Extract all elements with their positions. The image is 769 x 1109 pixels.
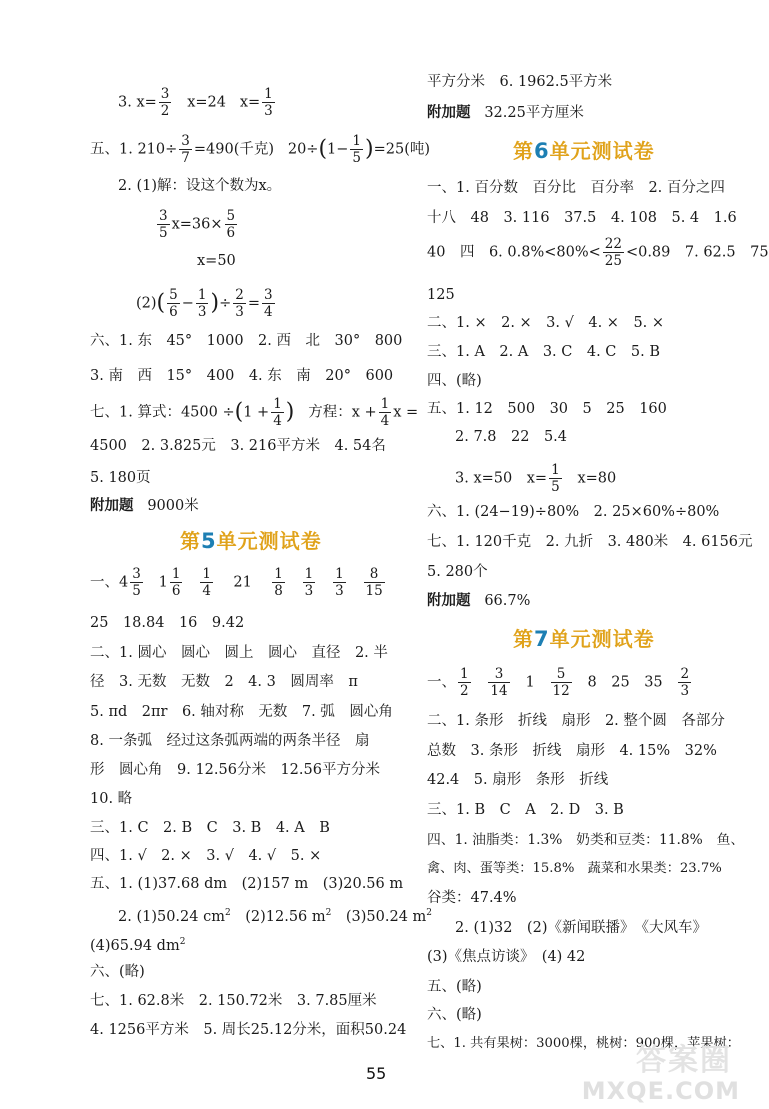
answer-line: 2. (1)解：设这个数为x。	[118, 178, 282, 194]
heading-number: 5	[201, 529, 217, 553]
answer-line	[118, 86, 277, 119]
answer-line: 8. 一条弧 经过这条弧两端的两条半径 扇	[90, 733, 370, 749]
fraction	[196, 287, 209, 320]
denominator: 4	[273, 413, 282, 429]
answer-line: 五、1. (1)37.68 dm (2)157 m (3)20.56 m	[90, 876, 404, 892]
fraction	[678, 666, 691, 699]
text: <0.89 7. 62.5 75	[625, 244, 769, 261]
text: 方程：x +	[308, 404, 377, 421]
text: x=36×	[171, 216, 223, 233]
answer-line: 平方分米 6. 1962.5平方米	[427, 74, 613, 90]
answer-line: 42.4 5. 扇形 条形 折线	[427, 772, 609, 788]
fraction	[271, 396, 284, 429]
answer-line: 四、1. √ 2. × 3. √ 4. √ 5. ×	[90, 848, 322, 864]
answer-line: 七、1. 120千克 2. 九折 3. 480米 4. 6156元	[427, 534, 753, 550]
answer-line: 六、(略)	[90, 964, 145, 980]
text: 七、1. 算式：4500 ÷	[90, 404, 235, 421]
answer-line	[455, 462, 616, 495]
fraction	[364, 566, 385, 599]
page-number: 55	[366, 1064, 387, 1083]
superscript: 2	[224, 908, 231, 918]
text: =25(吨)	[373, 141, 431, 158]
answer-line: 七、1. 62.8米 2. 150.72米 3. 7.85厘米	[90, 993, 377, 1009]
denominator: 5	[551, 479, 560, 495]
denominator: 4	[380, 413, 390, 429]
numerator: 1	[460, 666, 469, 682]
fraction	[350, 133, 363, 166]
text: x=80	[577, 470, 617, 487]
fraction	[488, 666, 509, 699]
numerator: 3	[132, 566, 141, 582]
text: 2. (1)50.24 cm	[118, 908, 225, 925]
answer-line: 径 3. 无数 无数 2 4. 3 圆周率 π	[90, 674, 358, 690]
answer-line: 五、1. 210÷ $\frac{3}{7}$ =490(千克) 20÷(1− $\frac{1}{5}$ )=25(吨)	[90, 133, 431, 166]
answer-line: 六、1. (24−19)÷80% 2. 25×60%÷80%	[427, 504, 720, 520]
fraction	[303, 566, 316, 599]
answer-line: 3. 南 西 15° 400 4. 东 南 20° 600	[90, 368, 394, 384]
bonus-answer	[90, 496, 199, 516]
bonus-value: 9000米	[147, 498, 199, 514]
denominator: 5	[159, 225, 168, 241]
text: x =	[393, 404, 419, 421]
answer-line: 十八 48 3. 116 37.5 4. 108 5. 4 1.6	[427, 210, 737, 226]
text: (2)12.56 m	[230, 908, 326, 925]
answer-line: 六、1. 东 45° 1000 2. 西 北 30° 800	[90, 333, 403, 349]
text: 1−	[327, 141, 349, 158]
text: =490(千克)	[193, 141, 275, 158]
denominator: 3	[197, 304, 207, 320]
text: 1 +	[243, 404, 270, 421]
numerator: 2	[235, 287, 244, 303]
fraction	[262, 287, 275, 320]
answer-line: 10. 略	[90, 791, 133, 807]
denominator: 2	[160, 103, 170, 119]
numerator: 3	[160, 86, 170, 102]
answer-line: 2. 7.8 22 5.4	[455, 429, 568, 445]
bonus-answer	[427, 591, 530, 611]
heading-number: 6	[534, 139, 550, 163]
answer-line: 五、1. 12 500 30 5 25 160	[427, 401, 667, 417]
fraction	[225, 208, 238, 241]
numerator: 1	[274, 566, 283, 582]
numerator: 1	[352, 133, 362, 149]
fraction	[233, 287, 246, 320]
denominator: 25	[604, 253, 622, 269]
numerator: 3	[159, 208, 168, 224]
fraction	[262, 86, 275, 119]
numerator: 5	[551, 666, 572, 683]
text: =	[247, 295, 260, 312]
answer-line: 六、(略)	[427, 1007, 482, 1023]
denominator: 4	[263, 304, 273, 320]
fraction	[379, 396, 392, 429]
numerator: 3	[263, 287, 273, 303]
fraction	[167, 287, 180, 320]
numerator: 1	[335, 566, 344, 582]
answer-line: 禽、肉、蛋等类：15.8% 蔬菜和水果类：23.7%	[427, 861, 722, 876]
text: 1	[158, 574, 168, 591]
fraction	[130, 566, 143, 599]
denominator: 3	[235, 304, 244, 320]
answer-line: 125	[427, 287, 455, 303]
numerator: 1	[197, 287, 207, 303]
text: 8 25 35	[587, 674, 663, 691]
superscript: 2	[179, 937, 186, 947]
answer-line: 25 18.84 16 9.42	[90, 615, 245, 631]
answer-line: 形 圆心角 9. 12.56分米 12.56平方分米	[90, 762, 380, 778]
numerator: 1	[380, 396, 390, 412]
answer-line: (2)( $\frac{5}{6}$ − $\frac{1}{3}$ )÷ $\frac{2}{3}$ = $\frac{3}{4}$	[136, 287, 273, 320]
numerator: 5	[169, 287, 178, 303]
answer-line	[427, 666, 693, 699]
numerator: 3	[181, 133, 190, 149]
heading-text: 第	[513, 139, 534, 163]
denominator: 6	[169, 304, 178, 320]
answer-line: 总数 3. 条形 折线 扇形 4. 15% 32%	[427, 743, 717, 759]
answer-line: 5. πd 2πr 6. 轴对称 无数 7. 弧 圆心角	[90, 704, 393, 720]
text: (3)50.24 m	[331, 908, 427, 925]
heading-number: 7	[534, 627, 550, 651]
denominator: 3	[335, 583, 344, 599]
text: ÷	[219, 295, 232, 312]
numerator: 5	[226, 208, 236, 224]
text: (2)	[136, 295, 157, 312]
heading-text: 第	[513, 627, 534, 651]
answer-line	[118, 903, 432, 927]
fraction	[333, 566, 346, 599]
bonus-label: 附加题	[427, 104, 471, 121]
section-heading-unit-5	[180, 525, 322, 554]
denominator: 6	[226, 225, 236, 241]
denominator: 6	[171, 583, 181, 599]
answer-line: 4. 1256平方米 5. 周长25.12分米，面积50.24	[90, 1022, 407, 1038]
fraction	[170, 566, 183, 599]
answer-line: 四、1. 油脂类：1.3% 奶类和豆类：11.8% 鱼、	[427, 832, 745, 848]
text: 21	[233, 574, 252, 591]
watermark-logo: 答案圈	[636, 1043, 732, 1078]
fraction	[179, 133, 192, 166]
fraction	[159, 86, 172, 119]
fraction	[603, 236, 624, 269]
fraction	[200, 566, 213, 599]
numerator: 1	[273, 396, 282, 412]
section-heading-unit-7	[513, 623, 655, 652]
fraction	[551, 666, 572, 699]
answer-line: 二、1. 圆心 圆心 圆上 圆心 直径 2. 半	[90, 645, 388, 661]
answer-line	[155, 208, 239, 241]
text: 五、1. 210÷	[90, 141, 178, 158]
text: 3. x=	[118, 94, 157, 111]
numerator: 8	[364, 566, 385, 583]
denominator: 8	[274, 583, 283, 599]
answer-line: x=50	[197, 253, 236, 269]
denominator: 2	[460, 683, 469, 699]
text: (4)65.94 dm	[90, 937, 180, 954]
answer-line: 5. 280个	[427, 564, 488, 580]
answer-line: 三、1. B C A 2. D 3. B	[427, 802, 624, 818]
denominator: 3	[304, 583, 314, 599]
answer-line: 七、1. 算式：4500 ÷(1 + $\frac{1}{4}$ ) 方程：x + $\frac{1}{4}$ x =	[90, 396, 419, 429]
numerator: 1	[551, 462, 560, 478]
bonus-label: 附加题	[90, 497, 134, 514]
bonus-label: 附加题	[427, 592, 471, 609]
numerator: 3	[488, 666, 509, 683]
numerator: 22	[604, 236, 622, 252]
superscript: 2	[426, 908, 433, 918]
heading-text: 单元测试卷	[549, 139, 655, 163]
denominator: 7	[181, 150, 190, 166]
denominator: 3	[264, 103, 273, 119]
text: 3. x=50 x=	[455, 470, 548, 487]
answer-line	[90, 932, 185, 956]
watermark-url: MXQE.COM	[581, 1077, 740, 1105]
answer-line: 谷类：47.4%	[427, 890, 517, 906]
answer-line	[427, 236, 769, 269]
fraction	[549, 462, 562, 495]
text: 1	[525, 674, 535, 691]
answer-line: 一、1. 百分数 百分比 百分率 2. 百分之四	[427, 180, 725, 196]
answer-line: 5. 180页	[90, 470, 151, 486]
answer-line: 四、(略)	[427, 373, 482, 389]
text: 一、	[427, 674, 456, 691]
numerator: 1	[171, 566, 181, 582]
answer-line: 七、1. 共有果树：3000棵，桃树：900棵，苹果树：	[427, 1036, 740, 1051]
answer-line: 4500 2. 3.825元 3. 216平方米 4. 54名	[90, 438, 386, 454]
bonus-answer	[427, 103, 584, 123]
text: x=24	[187, 94, 226, 111]
fraction	[157, 208, 170, 241]
answer-line: 二、1. 条形 折线 扇形 2. 整个圆 各部分	[427, 713, 725, 729]
answer-line: (3)《焦点访谈》 (4) 42	[427, 949, 586, 965]
fraction	[272, 566, 285, 599]
text: 一、4	[90, 574, 129, 591]
bonus-value: 66.7%	[484, 593, 531, 609]
numerator: 1	[264, 86, 273, 102]
denominator: 12	[552, 683, 570, 699]
answer-line: 三、1. A 2. A 3. C 4. C 5. B	[427, 344, 661, 360]
numerator: 1	[304, 566, 314, 582]
section-heading-unit-6	[513, 135, 655, 164]
answer-line: 五、(略)	[427, 979, 482, 995]
fraction	[458, 666, 471, 699]
denominator: 3	[680, 683, 690, 699]
denominator: 5	[132, 583, 141, 599]
answer-line: 二、1. × 2. × 3. √ 4. × 5. ×	[427, 315, 665, 331]
numerator: 2	[680, 666, 690, 682]
text: 40 四 6. 0.8%<80%<	[427, 244, 601, 261]
answer-line: 2. (1)32 (2)《新闻联播》 《大风车》	[455, 920, 707, 936]
answer-line: 三、1. C 2. B C 3. B 4. A B	[90, 820, 330, 836]
superscript: 2	[325, 908, 332, 918]
denominator: 14	[490, 683, 508, 699]
denominator: 5	[352, 150, 362, 166]
text: −	[181, 295, 194, 312]
bonus-value: 32.25平方厘米	[484, 105, 584, 121]
denominator: 15	[365, 583, 383, 599]
denominator: 4	[202, 583, 211, 599]
heading-text: 第	[180, 529, 201, 553]
heading-text: 单元测试卷	[216, 529, 322, 553]
heading-text: 单元测试卷	[549, 627, 655, 651]
answer-line	[90, 566, 387, 599]
text: x=	[239, 94, 261, 111]
text: 20÷	[287, 141, 319, 158]
numerator: 1	[202, 566, 211, 582]
